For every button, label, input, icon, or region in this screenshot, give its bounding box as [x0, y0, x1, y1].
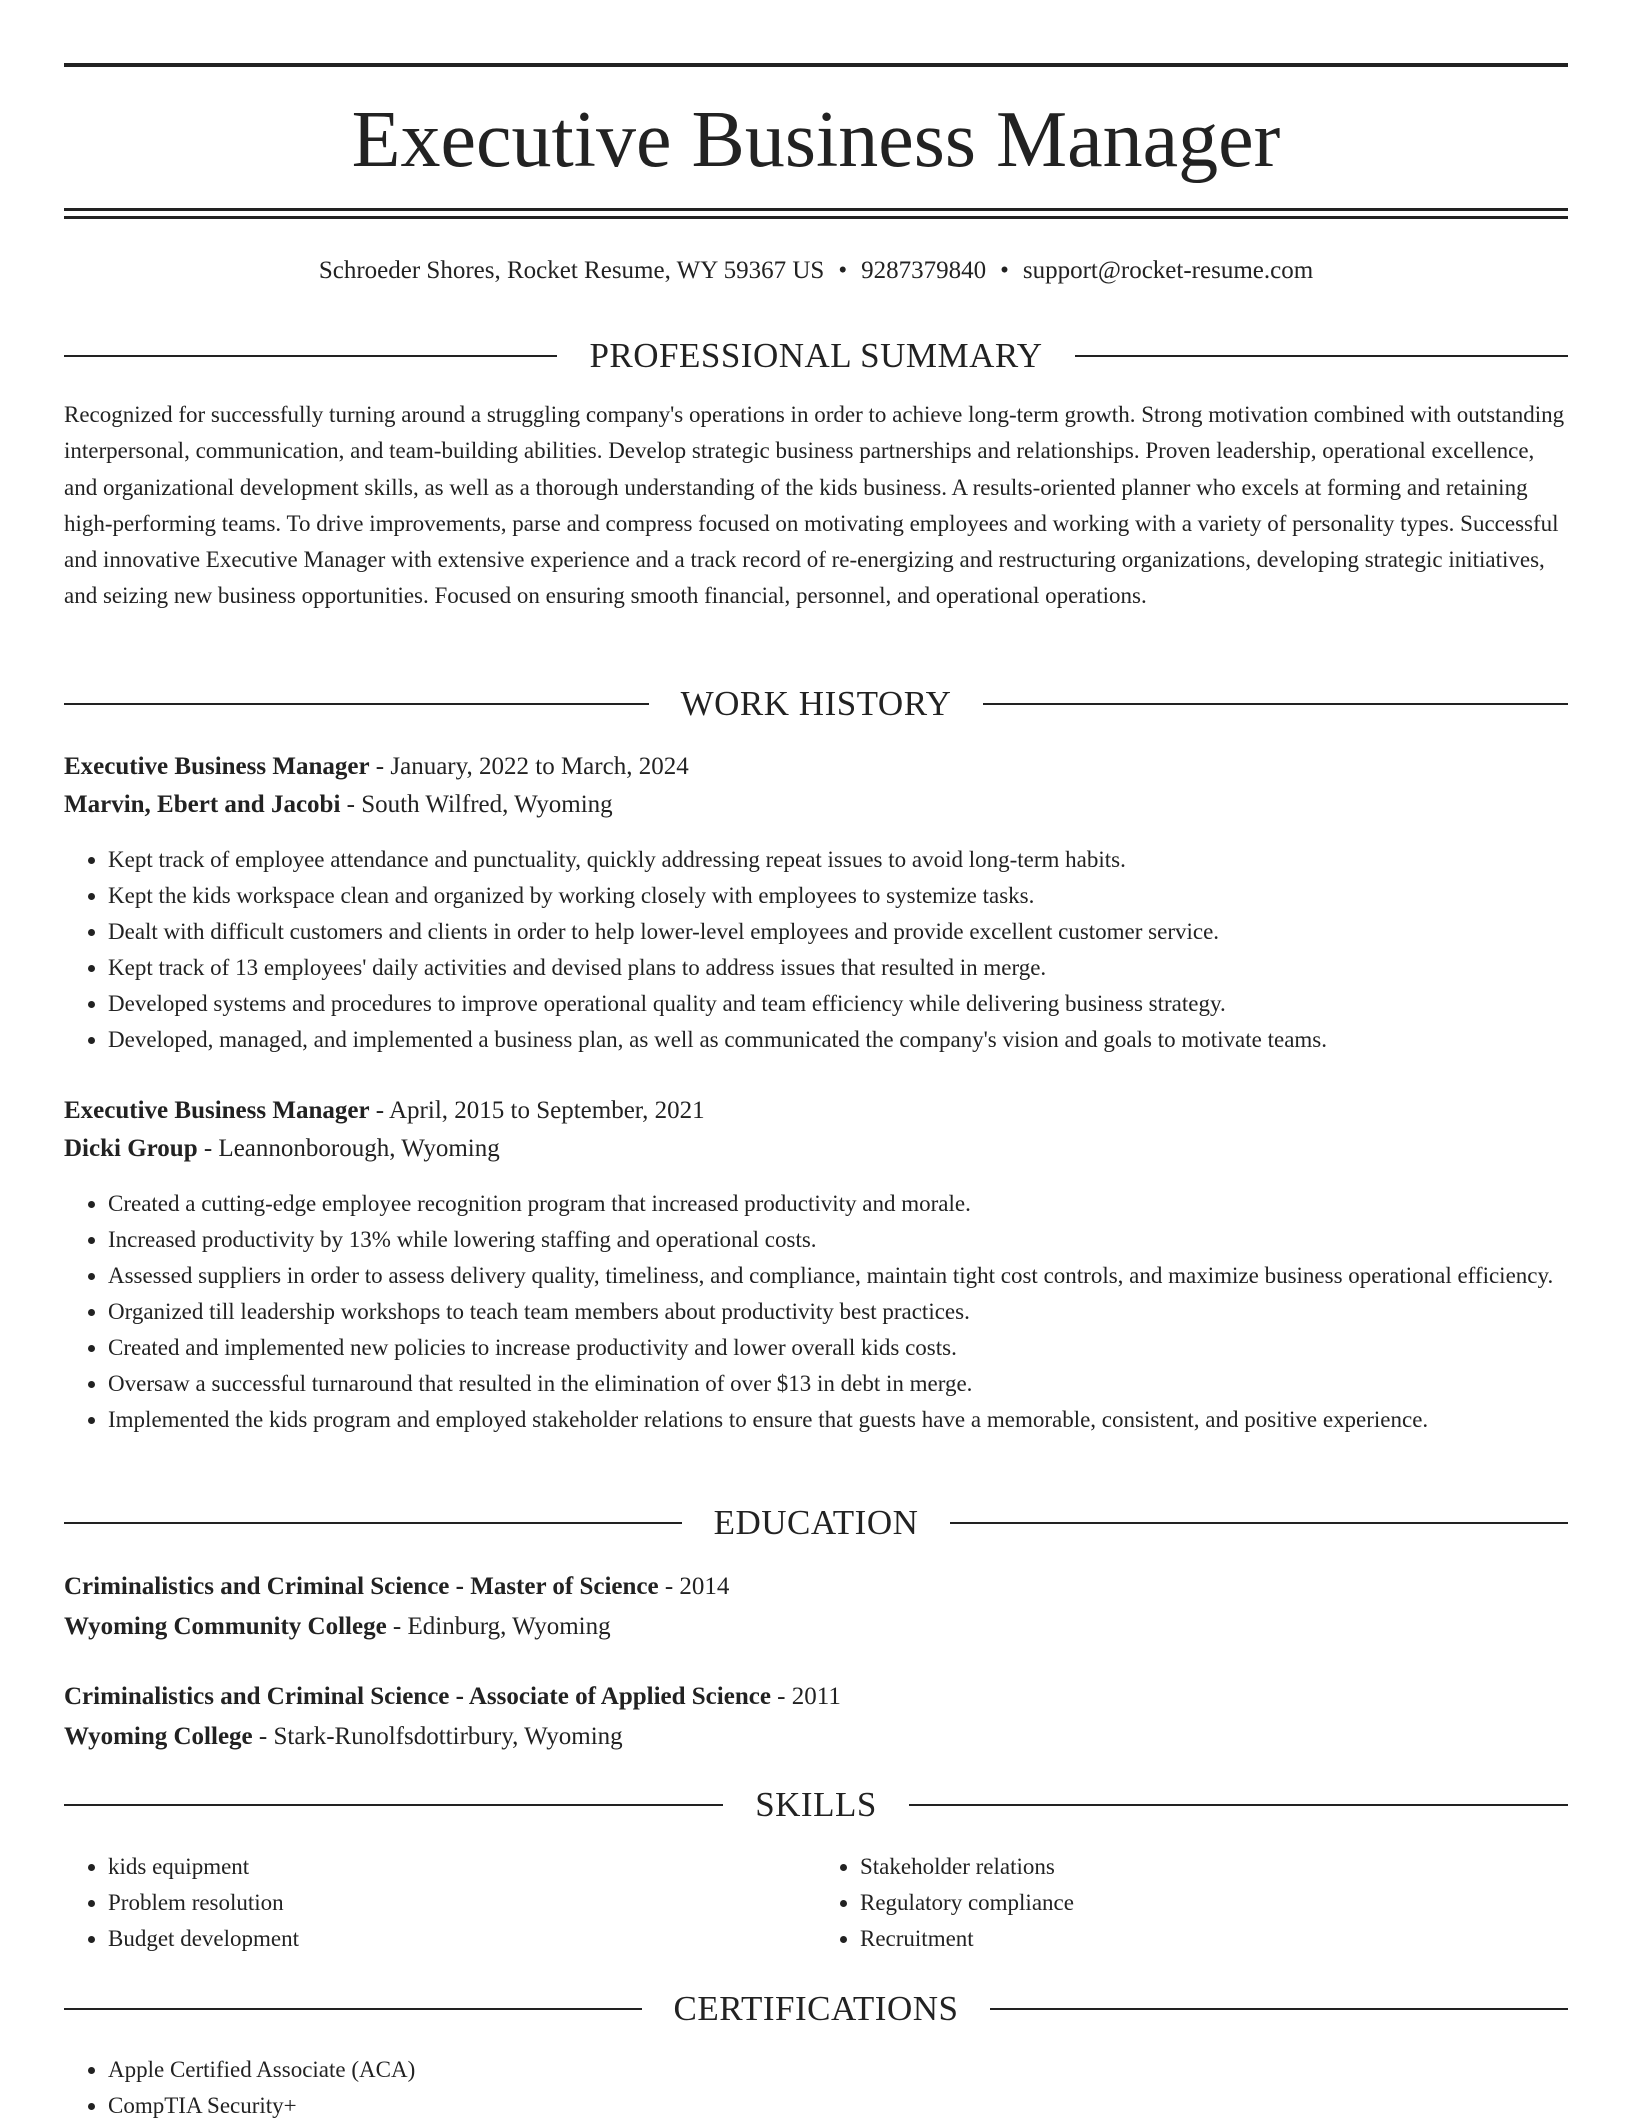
skills-left-column	[64, 1849, 816, 1957]
heading-rule	[64, 703, 649, 705]
list-item: • Regulatory compliance	[860, 1885, 1568, 1921]
list-item: • Dealt with difficult customers and clients in order to help lower-level employees and provide excellent customer service.	[108, 914, 1568, 950]
section-title: WORK HISTORY	[680, 684, 952, 723]
list-item: • Stakeholder relations	[860, 1849, 1568, 1885]
job-company-line	[64, 1130, 1568, 1168]
job-title-line	[64, 1092, 1568, 1130]
heading-rule	[64, 355, 557, 357]
certifications-list	[64, 2052, 1568, 2124]
list-item: • Implemented the kids program and employed stakeholder relations to ensure that guests have a memorable, consistent, and positive experience.	[108, 1402, 1568, 1438]
name-rule-upper	[64, 208, 1568, 211]
contact-line	[64, 254, 1568, 288]
degree-year: - 2011	[770, 1683, 841, 1710]
candidate-name: Executive Business Manager	[351, 96, 1281, 184]
name-rule-lower	[64, 216, 1568, 219]
heading-rule	[64, 2008, 642, 2010]
job-title: Executive Business Manager	[64, 1097, 370, 1124]
list-item: • Developed systems and procedures to improve operational quality and team efficiency while delivering business strategy.	[108, 986, 1568, 1022]
list-item: • Budget development	[108, 1921, 816, 1957]
list-item: • Oversaw a successful turnaround that resulted in the elimination of over $13 in debt in merge.	[108, 1366, 1568, 1402]
job-dates: - April, 2015 to September, 2021	[369, 1097, 705, 1124]
skills-right-column	[816, 1849, 1568, 1957]
degree-line	[64, 1678, 1568, 1716]
list-item: • Apple Certified Associate (ACA)	[108, 2052, 1568, 2088]
school: Wyoming Community College	[64, 1613, 387, 1640]
degree: Criminalistics and Criminal Science - Associate of Applied Science	[64, 1683, 771, 1710]
top-rule	[64, 63, 1568, 67]
list-item: • Problem resolution	[108, 1885, 816, 1921]
job-entry	[64, 748, 1568, 1058]
contact-separator: •	[1000, 257, 1009, 284]
list-item: • Organized till leadership workshops to teach team members about productivity best practices.	[108, 1294, 1568, 1330]
job-location: - Leannonborough, Wyoming	[197, 1135, 500, 1162]
job-location: - South Wilfred, Wyoming	[340, 791, 613, 818]
list-item: • Kept track of employee attendance and punctuality, quickly addressing repeat issues to avoid long-term habits.	[108, 842, 1568, 878]
heading-rule	[1075, 355, 1568, 357]
school-location: - Stark-Runolfsdottirbury, Wyoming	[252, 1723, 623, 1750]
job-bullets	[64, 1186, 1568, 1438]
list-item: • Kept the kids workspace clean and organized by working closely with employees to systemize tasks.	[108, 878, 1568, 914]
list-item: • Increased productivity by 13% while lowering staffing and operational costs.	[108, 1222, 1568, 1258]
skills-grid	[64, 1849, 1568, 1957]
list-item: • Kept track of 13 employees' daily activities and devised plans to address issues that resulted in merge.	[108, 950, 1568, 986]
school-line	[64, 1608, 1568, 1646]
heading-rule	[64, 1804, 723, 1806]
list-item: • Developed, managed, and implemented a business plan, as well as communicated the company's vision and goals to motivate teams.	[108, 1022, 1568, 1058]
contact-separator: •	[838, 257, 848, 284]
education-entry	[64, 1678, 1568, 1756]
section-heading-certifications	[64, 1989, 1568, 2029]
degree-year: - 2014	[658, 1573, 730, 1600]
job-company: Dicki Group	[64, 1135, 198, 1162]
heading-rule	[909, 1804, 1568, 1806]
section-heading-work	[64, 684, 1568, 724]
section-heading-summary	[64, 336, 1568, 376]
heading-rule	[64, 1522, 682, 1524]
section-title: PROFESSIONAL SUMMARY	[589, 336, 1043, 375]
list-item: • CompTIA Security+	[108, 2088, 1568, 2124]
heading-rule	[990, 2008, 1568, 2010]
certifications-bullets	[64, 2052, 1568, 2124]
school: Wyoming College	[64, 1723, 253, 1750]
job-dates: - January, 2022 to March, 2024	[369, 753, 689, 780]
section-heading-education	[64, 1503, 1568, 1543]
section-title: SKILLS	[755, 1785, 877, 1824]
section-title: EDUCATION	[713, 1503, 919, 1542]
section-heading-skills	[64, 1785, 1568, 1825]
job-company-line	[64, 786, 1568, 824]
school-line	[64, 1718, 1568, 1756]
heading-rule	[983, 703, 1568, 705]
list-item: • Assessed suppliers in order to assess delivery quality, timeliness, and compliance, maintain tight cost controls, and maximize business operational efficiency.	[108, 1258, 1568, 1294]
school-location: - Edinburg, Wyoming	[386, 1613, 611, 1640]
summary-text: Recognized for successfully turning around a struggling company's operations in order to achieve long-term growth. Strong motivation combined with outstanding interpersonal, communication, and team-building abilities. Develop strategic business partnerships and relationships. Proven leadership, operational excellence, and organizational development skills, as well as a thorough understanding of the kids business. A results-oriented planner who excels at forming and retaining high-performing teams. To drive improvements, parse and compress focused on motivating employees and working with a variety of personality types. Successful and innovative Executive Manager with extensive experience and a track record of re-energizing and restructuring organizations, developing strategic initiatives, and seizing new business opportunities. Focused on ensuring smooth financial, personnel, and operational operations.	[64, 402, 1565, 609]
contact-address: Schroeder Shores, Rocket Resume, WY 59367 US	[318, 257, 825, 284]
job-title: Executive Business Manager	[64, 753, 370, 780]
list-item: • Created a cutting-edge employee recognition program that increased productivity and morale.	[108, 1186, 1568, 1222]
contact-phone: 9287379840	[861, 257, 987, 284]
degree-line	[64, 1568, 1568, 1606]
contact-email[interactable]: support@rocket-resume.com	[1022, 257, 1314, 284]
list-item: • kids equipment	[108, 1849, 816, 1885]
education-entry	[64, 1568, 1568, 1646]
degree: Criminalistics and Criminal Science - Master of Science	[64, 1573, 659, 1600]
job-entry	[64, 1092, 1568, 1438]
heading-rule	[950, 1522, 1568, 1524]
section-title: CERTIFICATIONS	[673, 1989, 959, 2028]
list-item: • Created and implemented new policies to increase productivity and lower overall kids costs.	[108, 1330, 1568, 1366]
job-bullets	[64, 842, 1568, 1058]
job-company: Marvin, Ebert and Jacobi	[64, 791, 341, 818]
job-title-line	[64, 748, 1568, 786]
list-item: • Recruitment	[860, 1921, 1568, 1957]
